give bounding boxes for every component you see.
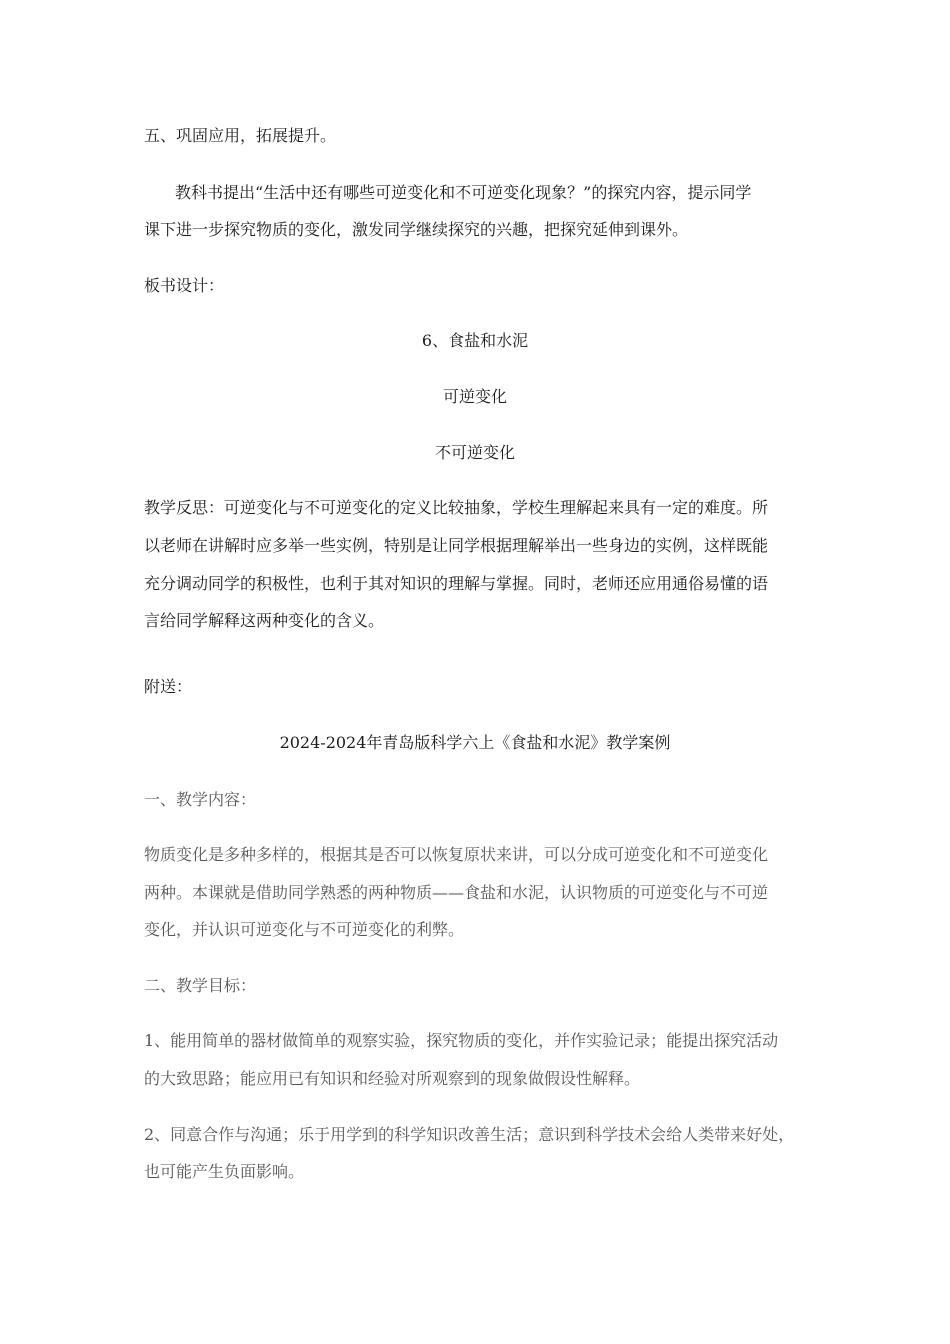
appendix-title: 2024-2024年青岛版科学六上《食盐和水泥》教学案例 — [279, 733, 671, 752]
reflection-line-3: 充分调动同学的积极性，也利于其对知识的理解与掌握。同时，老师还应用通俗易懂的语 — [144, 574, 769, 593]
board-item-reversible: 可逆变化 — [442, 387, 507, 406]
board-item-irreversible: 不可逆变化 — [434, 443, 515, 462]
goals-heading: 二、教学目标： — [144, 976, 257, 995]
reflection-line-4: 言给同学解释这两种变化的含义。 — [144, 611, 385, 630]
reflection-line-1: 教学反思：可逆变化与不可逆变化的定义比较抽象，学校生理解起来具有一定的难度。所 — [144, 498, 769, 517]
section5-heading: 五、巩固应用，拓展提升。 — [144, 126, 337, 145]
board-label: 板书设计： — [144, 276, 225, 295]
goal2-line-1: 2、同意合作与沟通；乐于用学到的科学知识改善生活；意识到科学技术会给人类带来好处， — [144, 1125, 795, 1144]
goal2-line-2: 也可能产生负面影响。 — [144, 1162, 305, 1181]
goal1-line-2: 的大致思路；能应用已有知识和经验对所观察到的现象做假设性解释。 — [144, 1069, 641, 1088]
reflection-line-2: 以老师在讲解时应多举一些实例，特别是让同学根据理解举出一些身边的实例，这样既能 — [144, 536, 769, 555]
content-line-1: 物质变化是多种多样的，根据其是否可以恢复原状来讲，可以分成可逆变化和不可逆变化 — [144, 845, 769, 864]
appendix-label: 附送： — [144, 677, 193, 696]
goal1-line-1: 1、能用简单的器材做简单的观察实验，探究物质的变化，并作实验记录；能提出探究活动 — [144, 1031, 779, 1050]
content-line-2: 两种。本课就是借助同学熟悉的两种物质——食盐和水泥，认识物质的可逆变化与不可逆 — [144, 883, 769, 902]
content-heading: 一、教学内容： — [144, 790, 257, 809]
section5-para-line-1: 教科书提出“生活中还有哪些可逆变化和不可逆变化现象？”的探究内容，提示同学 — [175, 183, 752, 202]
board-title: 6、食盐和水泥 — [421, 331, 529, 350]
section5-para-line-2: 课下进一步探究物质的变化，激发同学继续探究的兴趣，把探究延伸到课外。 — [144, 220, 689, 239]
content-line-3: 变化，并认识可逆变化与不可逆变化的利弊。 — [144, 920, 465, 939]
